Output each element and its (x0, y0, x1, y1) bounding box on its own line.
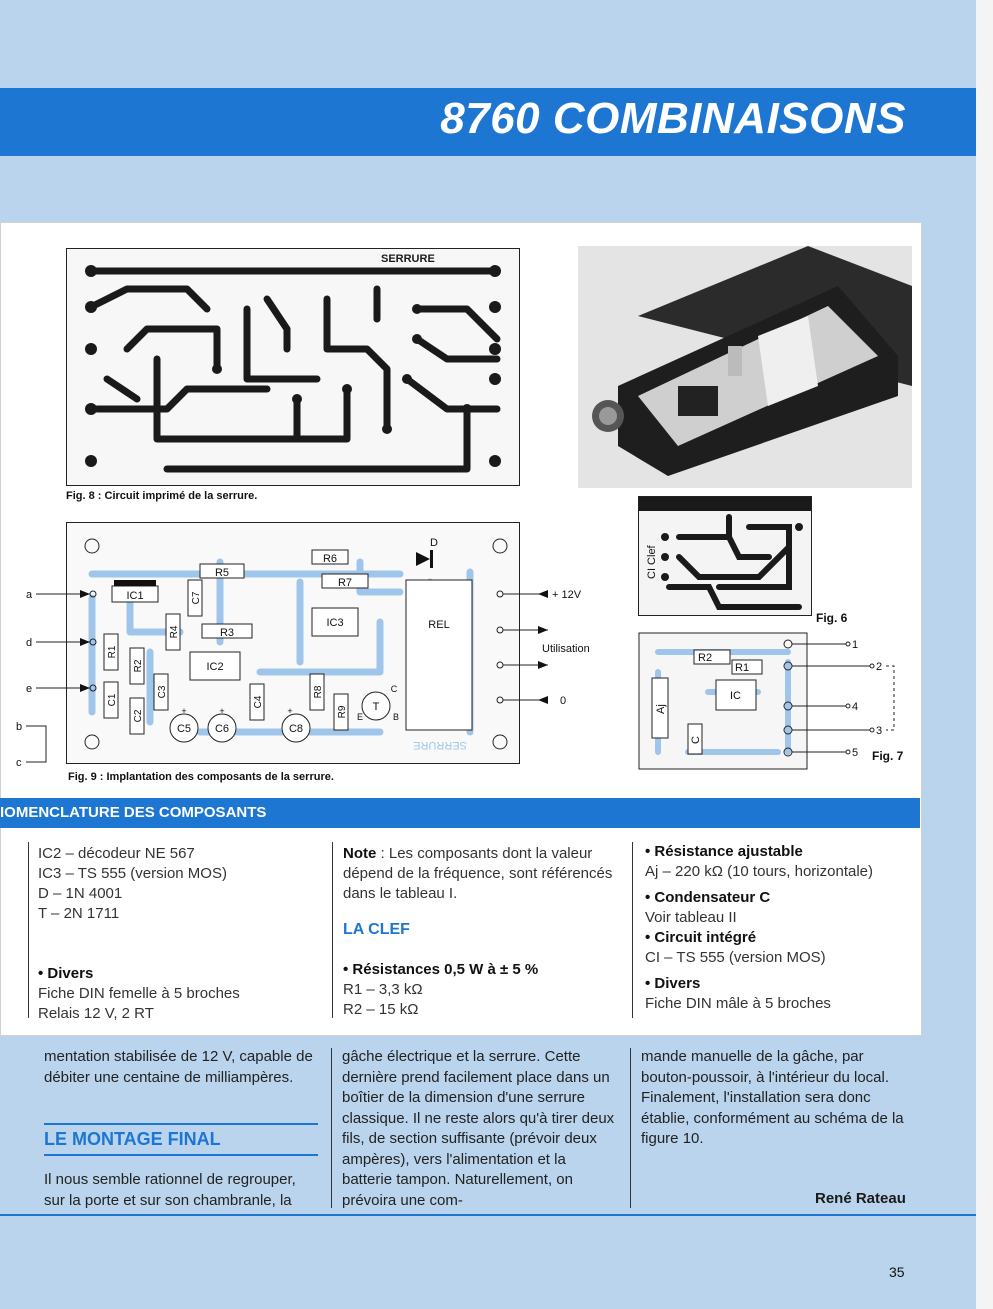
nomenclature-col3 (645, 842, 917, 1014)
label-c6: C6 (214, 723, 230, 735)
aj-value: Aj – 220 kΩ (10 tours, horizontale) (645, 863, 873, 880)
label-ic1: IC1 (126, 590, 144, 602)
resistances-heading: • Résistances 0,5 W à ± 5 % (343, 961, 539, 978)
fig6-pcb (638, 496, 812, 616)
parts-line: IC2 – décodeur NE 567 (38, 845, 195, 862)
side-label-b: b (16, 721, 23, 733)
label-c4: C4 (253, 695, 264, 709)
label-e: E (356, 712, 364, 722)
ci-heading: • Circuit intégré (645, 929, 757, 946)
side-label-c: c (16, 757, 22, 769)
label-r4: R4 (169, 625, 180, 639)
fig7-label-c: C (690, 736, 702, 744)
label-rel: REL (428, 619, 450, 631)
plus-c8: + (287, 706, 293, 716)
side-label-e: e (26, 683, 33, 695)
aj-heading: • Résistance ajustable (645, 843, 803, 860)
label-c2: C2 (133, 709, 144, 723)
divers-heading: • Divers (645, 975, 701, 992)
board9-label: SERRURE (413, 739, 467, 751)
note-text: : Les composants dont la valeur dépend de la fréquence, sont référencés dans le tableau I. (343, 845, 613, 902)
fig7-label-r2: R2 (698, 652, 713, 664)
nomenclature-col1 (38, 844, 318, 1024)
clef-heading: LA CLEF (343, 921, 410, 938)
side-label-d: d (26, 637, 33, 649)
label-ic2: IC2 (206, 661, 224, 673)
column-rule (332, 842, 333, 1018)
label-r1: R1 (107, 645, 118, 659)
photo-illustration (578, 246, 912, 488)
fig7-pin-3: 3 (876, 725, 883, 737)
fig7-pin-2: 2 (876, 661, 883, 673)
bottom-rule (0, 1214, 976, 1216)
label-r2: R2 (133, 659, 144, 673)
device-photo (578, 246, 912, 488)
label-c5: C5 (176, 723, 192, 735)
heading-rule-top (44, 1123, 318, 1125)
section-heading: LE MONTAGE FINAL (44, 1129, 221, 1149)
parts-line: Fiche DIN femelle à 5 broches (38, 985, 240, 1002)
article-col3-text: mande manuelle de la gâche, par bouton-poussoir, à l'intérieur du local. Finalement, l'installation sera donc établie, conformément au schéma de la figure 10. (641, 1048, 904, 1147)
fig9-layout (0, 522, 630, 772)
label-c3: C3 (157, 685, 168, 699)
fig6-traces (639, 497, 811, 615)
label-r3: R3 (219, 627, 235, 639)
parts-line: R2 – 15 kΩ (343, 1001, 419, 1018)
article-col1-text: mentation stabilisée de 12 V, capable de débiter une centaine de milliampères. (44, 1048, 313, 1086)
heading-rule-bottom (44, 1154, 318, 1156)
page-edge (976, 0, 993, 1309)
column-rule (28, 842, 29, 1018)
label-r8: R8 (313, 685, 324, 699)
label-zero: 0 (560, 695, 567, 707)
fig7-pin-1: 1 (852, 639, 859, 651)
plus-c5: + (181, 706, 187, 716)
label-b: B (392, 712, 400, 722)
parts-line: Relais 12 V, 2 RT (38, 1005, 154, 1022)
fig9-caption: Fig. 9 : Implantation des composants de la serrure. (68, 771, 334, 783)
label-c1: C1 (107, 693, 118, 707)
fig7-pin-4: 4 (852, 701, 859, 713)
label-utilisation: Utilisation (542, 643, 590, 655)
fig8-caption: Fig. 8 : Circuit imprimé de la serrure. (66, 490, 258, 502)
label-r5: R5 (214, 567, 230, 579)
fig7-label-aj: Aj (655, 704, 667, 714)
ci-value: CI – TS 555 (version MOS) (645, 949, 826, 966)
label-ic3: IC3 (326, 617, 344, 629)
label-c-terminal: C (390, 684, 398, 694)
fig6-caption: Fig. 6 (816, 611, 848, 625)
pcb-board-label: SERRURE (381, 253, 435, 265)
article-col1-text2: Il nous semble rationnel de regrouper, sur la porte et sur son chambranle, la (44, 1171, 296, 1209)
label-c8: C8 (288, 723, 304, 735)
label-r7: R7 (337, 577, 353, 589)
nomenclature-header (0, 798, 920, 828)
article-col2-text: gâche électrique et la serrure. Cette dernière prend facilement place dans un boîtier de la dimension d'une serrure classique. Il ne reste alors qu'à tirer deux fils, de section suffisante (prévoir deux ampères), vers l'alimentation et la batterie tampon. Naturellement, on prévoira une com- (342, 1048, 615, 1209)
fig8-pcb-image (66, 248, 520, 486)
note-label: Note (343, 845, 377, 862)
divers-value: Fiche DIN mâle à 5 broches (645, 995, 831, 1012)
fig7-label-ic: IC (730, 690, 741, 702)
label-c7: C7 (191, 591, 202, 605)
author: René Rateau (815, 1190, 906, 1207)
label-d: D (430, 537, 438, 549)
nomenclature-title: IOMENCLATURE DES COMPOSANTS (0, 804, 267, 821)
fig7-pin-5: 5 (852, 747, 859, 759)
parts-line: R1 – 3,3 kΩ (343, 981, 423, 998)
fig7-caption: Fig. 7 (872, 749, 904, 763)
parts-line: IC3 – TS 555 (version MOS) (38, 865, 227, 882)
fig7-layout (638, 632, 912, 770)
parts-line: T – 2N 1711 (38, 905, 120, 922)
parts-line: D – 1N 4001 (38, 885, 123, 902)
column-rule (632, 842, 633, 1018)
fig7-label-r1: R1 (735, 662, 750, 674)
divers-heading: • Divers (38, 965, 94, 982)
side-label-a: a (26, 589, 33, 601)
pcb-traces (67, 249, 519, 485)
column-rule (630, 1048, 631, 1208)
label-12v: + 12V (552, 589, 582, 601)
plus-c6: + (219, 706, 225, 716)
label-r9: R9 (337, 705, 348, 719)
nomenclature-col2 (343, 844, 623, 1020)
page-number: 35 (889, 1264, 905, 1280)
label-t: T (372, 701, 380, 713)
fig6-vertical-label: CI Clef (646, 545, 658, 579)
article-title: 8760 COMBINAISONS (440, 94, 906, 143)
title-banner (0, 88, 976, 156)
condensateur-value: Voir tableau II (645, 909, 737, 926)
label-r6: R6 (322, 553, 338, 565)
condensateur-heading: • Condensateur C (645, 889, 771, 906)
column-rule (331, 1048, 332, 1208)
